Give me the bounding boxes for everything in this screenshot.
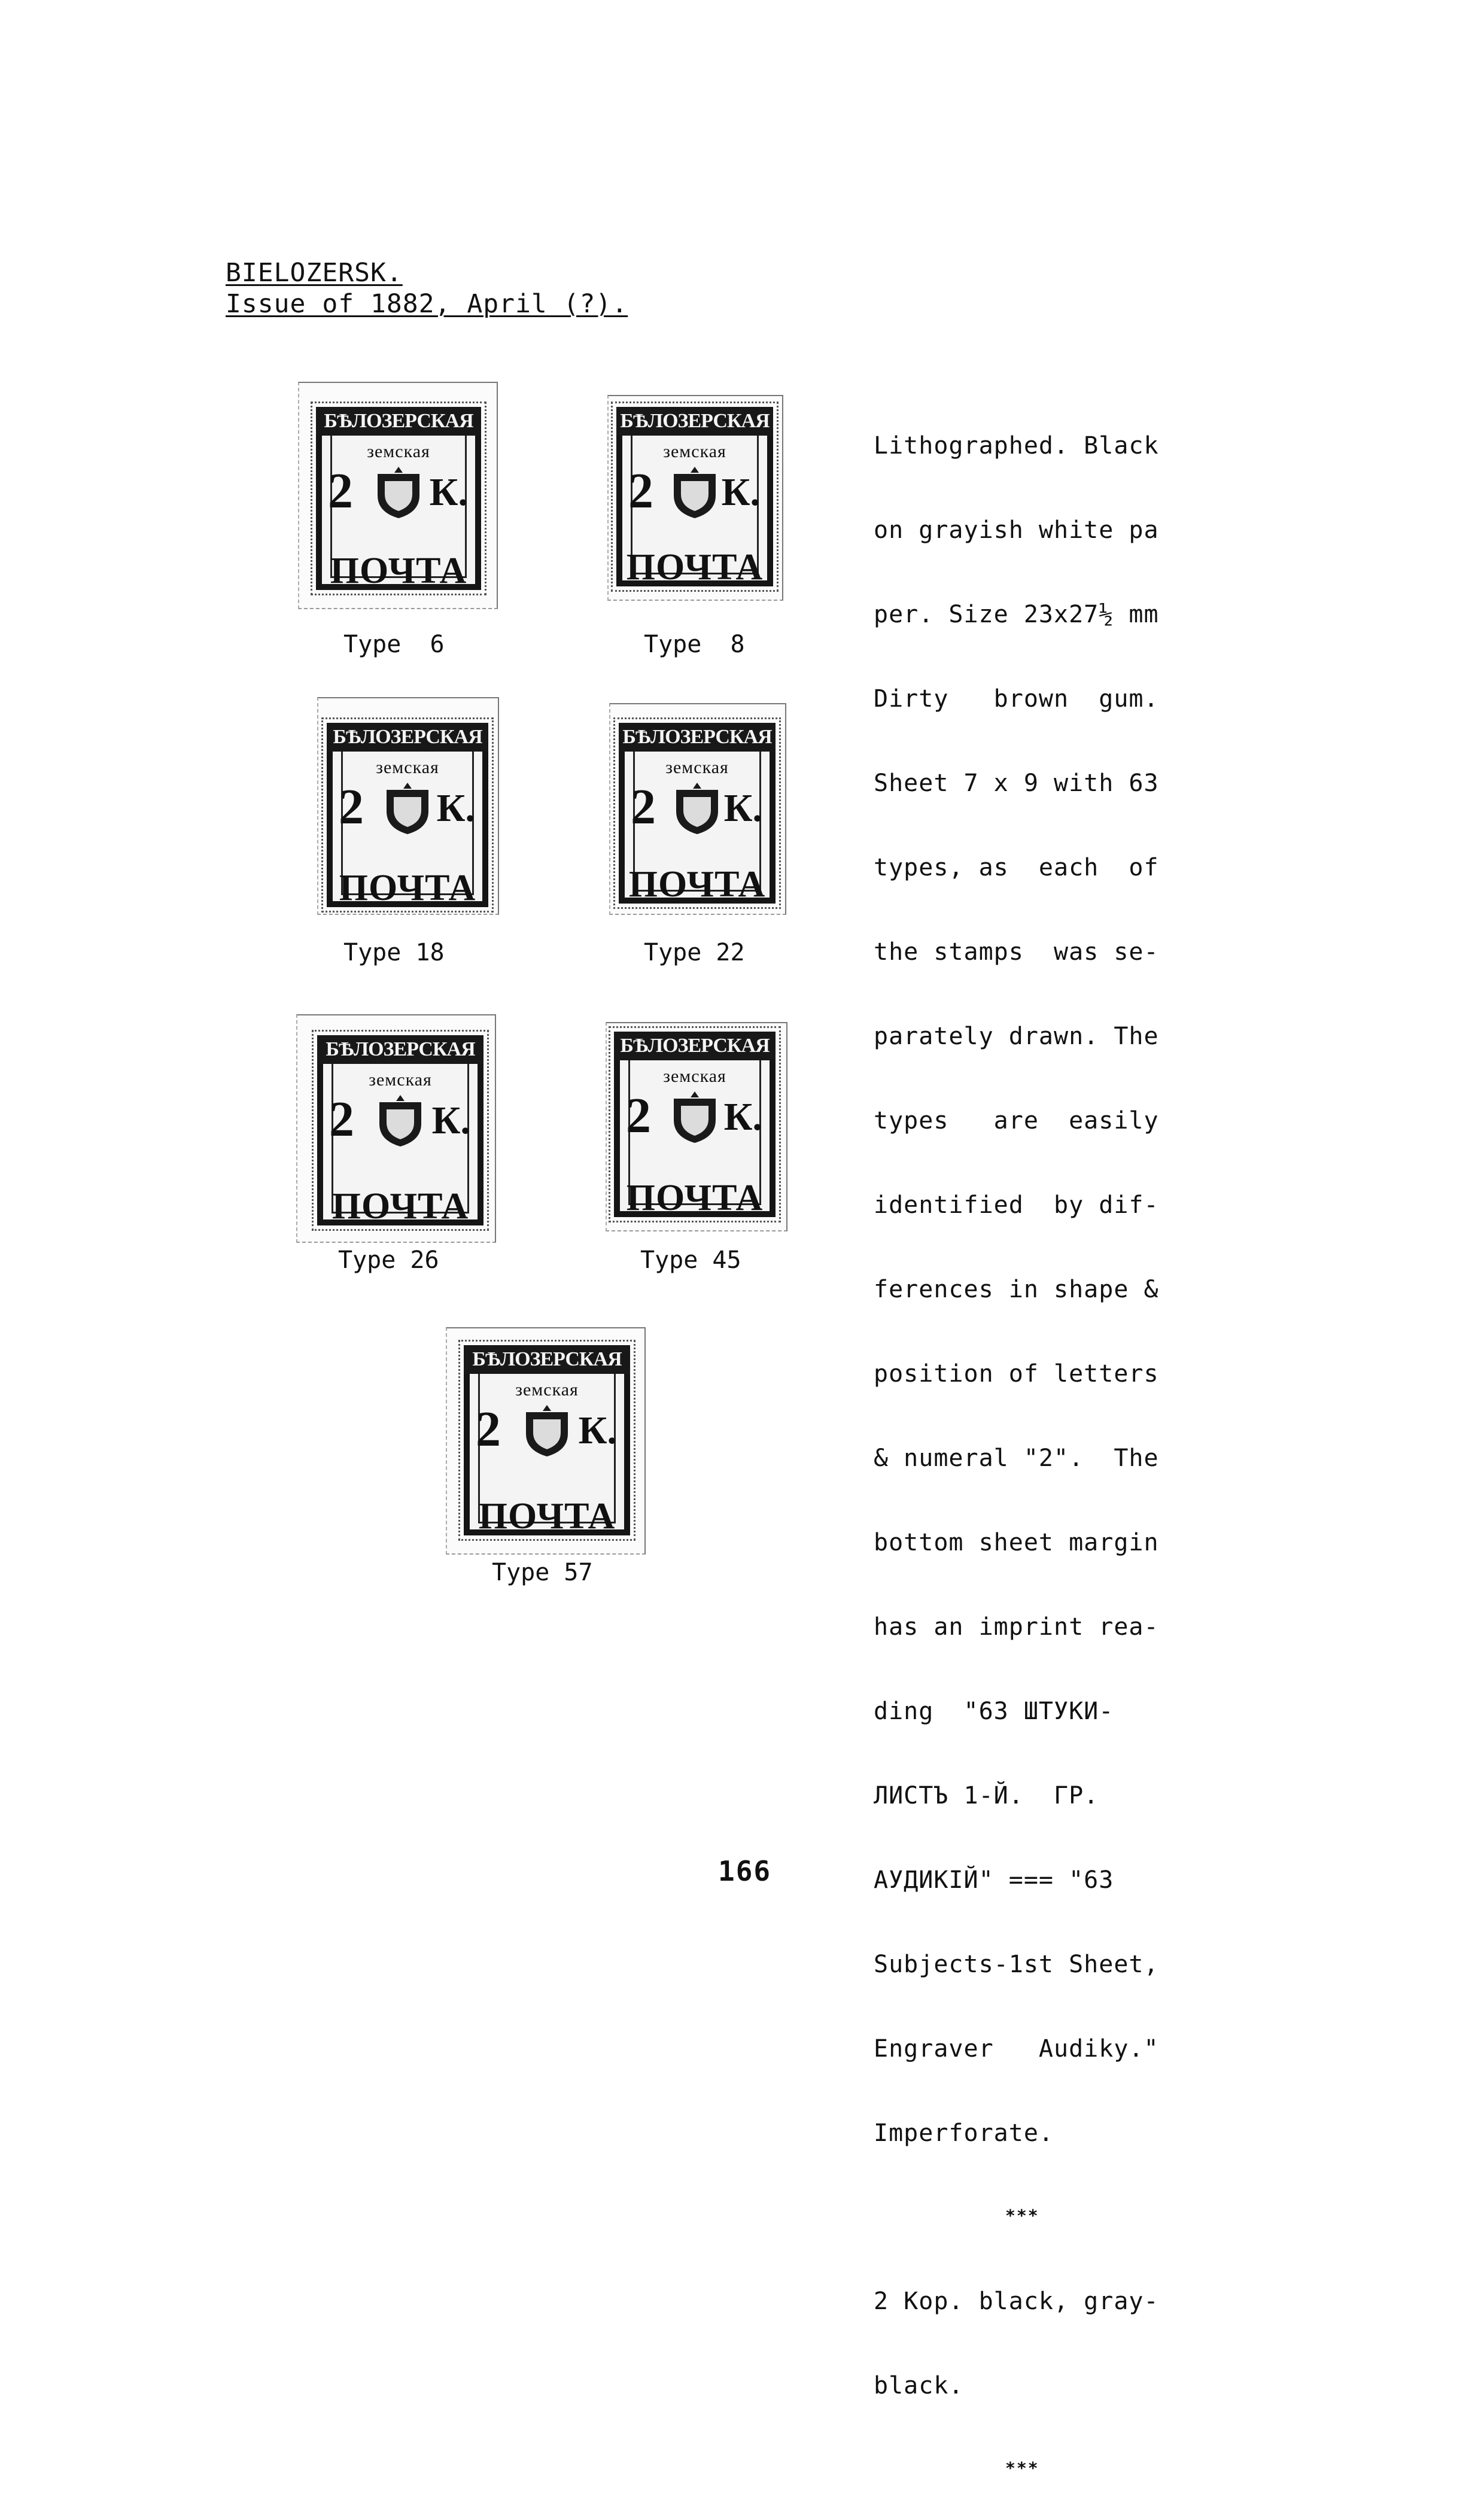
description-line: Dirty brown gum. xyxy=(874,685,1159,713)
issue-subtitle-text: Issue of 1882, April (?). xyxy=(226,289,628,319)
stamp-type-26 xyxy=(317,1035,483,1225)
section-title-text: BIELOZERSK. xyxy=(226,258,403,288)
stamp-currency: К. xyxy=(721,470,760,514)
stamp-type-45 xyxy=(614,1032,776,1217)
stamp-top-inscription: БѢЛОЗЕРСКАЯ xyxy=(316,407,481,436)
coat-of-arms-icon xyxy=(669,466,720,519)
stamp-value-row xyxy=(322,464,475,518)
stamp-arc-inscription: земская xyxy=(367,442,430,461)
coat-of-arms-icon xyxy=(669,1090,720,1144)
description-line: types, as each of xyxy=(874,854,1159,881)
description-line: Subjects-1st Sheet, xyxy=(874,1951,1159,1978)
stamp-value-row xyxy=(470,1403,624,1456)
stamp-top-inscription: БѢЛОЗЕРСКАЯ xyxy=(619,723,776,752)
stamp-label: Type 45 xyxy=(640,1246,741,1274)
stamp-currency: К. xyxy=(431,1099,470,1142)
issue-subtitle xyxy=(226,290,628,318)
stamp-currency: К. xyxy=(436,786,475,830)
stamp-top-inscription: БѢЛОЗЕРСКАЯ xyxy=(616,407,773,436)
separator: *** xyxy=(1005,2206,1039,2225)
stamp-value-numeral: 2 xyxy=(339,779,364,835)
stamp-bottom-inscription: ПОЧТА xyxy=(330,551,467,591)
stamp-value-row xyxy=(620,1089,770,1143)
stamp-top-inscription: БѢЛОЗЕРСКАЯ xyxy=(327,723,488,752)
stamp-currency: К. xyxy=(723,786,762,830)
stamp-currency: К. xyxy=(429,470,468,514)
stamp-arc-inscription: земская xyxy=(515,1380,579,1400)
description-line: identified by dif- xyxy=(874,1191,1159,1219)
description-block xyxy=(874,376,1159,2506)
stamp-top-inscription: БѢЛОЗЕРСКАЯ xyxy=(614,1032,776,1060)
stamp-arc-inscription: земская xyxy=(665,758,729,777)
stamp-bottom-inscription: ПОЧТА xyxy=(332,1186,469,1227)
value-line: black. xyxy=(874,2372,964,2399)
coat-of-arms-icon xyxy=(373,466,424,519)
stamp-type-6 xyxy=(316,407,481,590)
description-line: bottom sheet margin xyxy=(874,1529,1159,1556)
stamp-arc-inscription: земская xyxy=(369,1070,432,1090)
stamp-value-numeral: 2 xyxy=(628,463,653,519)
description-line: the stamps was se- xyxy=(874,938,1159,966)
description-line: Lithographed. Black xyxy=(874,432,1159,460)
stamp-bottom-inscription: ПОЧТА xyxy=(626,547,764,588)
stamp-value-numeral: 2 xyxy=(626,1088,651,1143)
stamp-value-numeral: 2 xyxy=(329,1091,354,1147)
stamp-value-row xyxy=(323,1093,478,1146)
description-line: on grayish white pa xyxy=(874,516,1159,544)
page-number: 166 xyxy=(718,1855,772,1887)
stamp-label: Type 18 xyxy=(343,939,445,966)
coat-of-arms-icon xyxy=(375,1094,426,1148)
stamp-bottom-inscription: ПОЧТА xyxy=(626,1178,764,1218)
stamp-top-inscription: БѢЛОЗЕРСКАЯ xyxy=(317,1035,483,1064)
stamp-type-57 xyxy=(464,1345,630,1535)
description-line: Engraver Audiky." xyxy=(874,2035,1159,2063)
coat-of-arms-icon xyxy=(671,781,723,835)
stamp-currency: К. xyxy=(723,1095,762,1139)
stamp-currency: К. xyxy=(578,1409,617,1452)
stamp-arc-inscription: земская xyxy=(663,442,726,461)
stamp-value-numeral: 2 xyxy=(328,463,353,519)
stamp-value-row xyxy=(625,780,770,834)
stamp-value-row xyxy=(333,780,482,834)
stamp-type-18 xyxy=(327,723,488,907)
stamp-value-numeral: 2 xyxy=(476,1401,501,1457)
description-line: ding "63 ШТУКИ- xyxy=(874,1698,1114,1725)
stamp-value-row xyxy=(622,464,767,518)
stamp-bottom-inscription: ПОЧТА xyxy=(339,868,476,908)
description-line: has an imprint rea- xyxy=(874,1613,1159,1641)
end-separator: *** xyxy=(1005,2458,1039,2478)
stamp-bottom-inscription: ПОЧТА xyxy=(628,864,766,905)
description-line: АУДИКIЙ" === "63 xyxy=(874,1866,1114,1894)
description-line: Sheet 7 x 9 with 63 xyxy=(874,770,1159,797)
description-line: parately drawn. The xyxy=(874,1023,1159,1050)
description-line: ferences in shape & xyxy=(874,1276,1159,1303)
stamp-value-numeral: 2 xyxy=(631,779,656,835)
stamp-top-inscription: БѢЛОЗЕРСКАЯ xyxy=(464,1345,630,1374)
description-line: types are easily xyxy=(874,1107,1159,1135)
stamp-label: Type 57 xyxy=(492,1559,593,1586)
stamp-bottom-inscription: ПОЧТА xyxy=(478,1496,616,1537)
coat-of-arms-icon xyxy=(382,781,433,835)
coat-of-arms-icon xyxy=(521,1404,573,1458)
value-line: 2 Kop. black, gray- xyxy=(874,2288,1159,2315)
stamp-type-8 xyxy=(616,407,773,586)
description-line: Imperforate. xyxy=(874,2119,1054,2147)
stamp-type-22 xyxy=(619,723,776,904)
description-line: per. Size 23x27½ mm xyxy=(874,601,1159,628)
stamp-label: Type 26 xyxy=(338,1246,439,1274)
stamp-arc-inscription: земская xyxy=(663,1066,726,1086)
description-line: position of letters xyxy=(874,1360,1159,1388)
stamp-label: Type 22 xyxy=(644,939,745,966)
description-line: & numeral "2". The xyxy=(874,1444,1159,1472)
stamp-label: Type 6 xyxy=(343,631,445,658)
stamp-label: Type 8 xyxy=(644,631,745,658)
description-line: ЛИСТЪ 1-Й. ГР. xyxy=(874,1782,1099,1809)
section-title xyxy=(226,258,403,287)
stamp-arc-inscription: земская xyxy=(376,758,439,777)
